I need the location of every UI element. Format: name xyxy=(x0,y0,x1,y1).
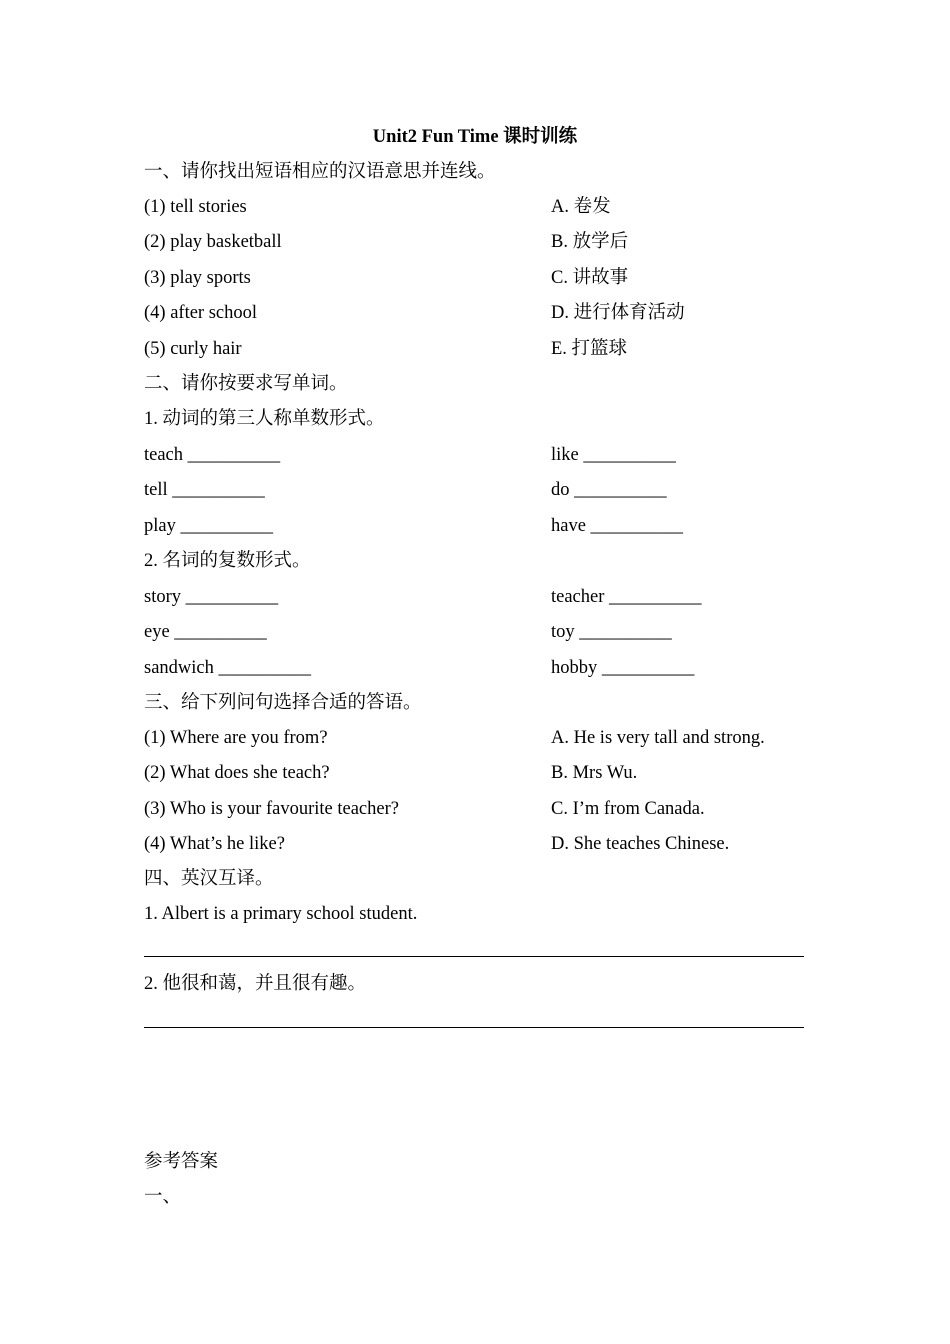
section2-part2-right-item: teacher __________ xyxy=(551,587,702,607)
section1-left-item: (5) curly hair xyxy=(144,339,242,359)
answers-section1-label: 一、 xyxy=(144,1187,182,1207)
section2-part1-left-item: tell __________ xyxy=(144,480,265,500)
section3-question: (3) Who is your favourite teacher? xyxy=(144,799,399,819)
section3-answer: B. Mrs Wu. xyxy=(551,763,638,783)
section2-part2-right-item: toy __________ xyxy=(551,622,672,642)
section2-heading: 二、请你按要求写单词。 xyxy=(144,374,348,394)
section2-part2-right-item: hobby __________ xyxy=(551,658,695,678)
section1-left-item: (2) play basketball xyxy=(144,232,282,252)
section4-heading: 四、英汉互译。 xyxy=(144,869,274,889)
section3-answer: D. She teaches Chinese. xyxy=(551,834,730,854)
section3-question: (2) What does she teach? xyxy=(144,763,330,783)
section1-right-item: D. 进行体育活动 xyxy=(551,303,685,323)
section2-part1-right-item: like __________ xyxy=(551,445,676,465)
section1-right-item: B. 放学后 xyxy=(551,232,629,252)
section1-left-item: (1) tell stories xyxy=(144,197,247,217)
section2-part2-left-item: sandwich __________ xyxy=(144,658,311,678)
section1-heading: 一、请你找出短语相应的汉语意思并连线。 xyxy=(144,162,496,182)
section1-right-item: C. 讲故事 xyxy=(551,268,629,288)
section1-right-item: E. 打篮球 xyxy=(551,339,628,359)
section2-part1-left-item: play __________ xyxy=(144,516,273,536)
section1-right-item: A. 卷发 xyxy=(551,197,611,217)
answer-blank-line xyxy=(144,956,804,957)
section3-answer: C. I’m from Canada. xyxy=(551,799,705,819)
section2-part2-left-item: story __________ xyxy=(144,587,279,607)
section3-question: (4) What’s he like? xyxy=(144,834,285,854)
answer-blank-line xyxy=(144,1027,804,1028)
section3-heading: 三、给下列问句选择合适的答语。 xyxy=(144,693,422,713)
section2-part2-left-item: eye __________ xyxy=(144,622,267,642)
section3-question: (1) Where are you from? xyxy=(144,728,328,748)
section1-left-item: (3) play sports xyxy=(144,268,251,288)
section2-part1-right-item: have __________ xyxy=(551,516,684,536)
section2-part1-right-item: do __________ xyxy=(551,480,667,500)
section4-question-2: 2. 他很和蔼，并且很有趣。 xyxy=(144,974,367,994)
section3-answer: A. He is very tall and strong. xyxy=(551,728,765,748)
answers-heading: 参考答案 xyxy=(144,1152,219,1172)
section2-part2-heading: 2. 名词的复数形式。 xyxy=(144,551,311,571)
page-title: Unit2 Fun Time 课时训练 xyxy=(372,127,578,147)
section2-part1-heading: 1. 动词的第三人称单数形式。 xyxy=(144,409,385,429)
section2-part1-left-item: teach __________ xyxy=(144,445,281,465)
section4-question-1: 1. Albert is a primary school student. xyxy=(144,904,418,924)
section1-left-item: (4) after school xyxy=(144,303,258,323)
